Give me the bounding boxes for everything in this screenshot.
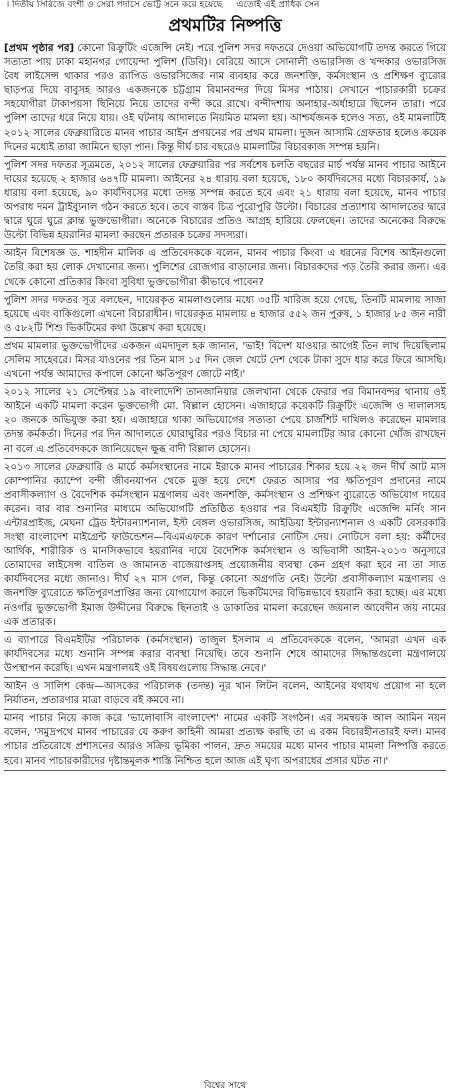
article-paragraph: ২০১৩ সালের ফেব্রুয়ারি ও মার্চে কর্মসংস্থানের নামে ইরাকে মানব পাচারের শিকার হয়ে ২২ জন দীর্ঘ আট মাস কোম্পানির ক্যাম্পে বন্দী জীবনযাপন থেকে মুক্ত হয়ে দেশে ফেরত আসার পর ক্ষতিপূরণ প্রদানের নামে প্রবাসীকল্যাণ ও বৈদেশিক কর্মসংস্থান মন্ত্রণালয় এবং জনশক্তি, কর্মসংস্থান ও প্রশিক্ষণ ব্যুরোতে অভিযোগ দায়ের করেন। বার বার শুনানির মাধ্যমে অভিযোগটি প্রতিষ্ঠিত হওয়ার পর বিএমইটি রিক্রুটিং এজেন্সি মর্নিং সান এন্টারপ্রাইজ, মেঘনা ট্রেড ইন্টারন্যাশনাল, ইস্ট বেঙ্গল ওভারসিজ, আইডিয়া ইন্টারন্যাশনাল ও একটি বেসরকারি সংস্থা বাংলাদেশ মাইগ্রেন্ট ফাউন্ডেশন—বিএমএফকে কারণ দর্শানোর নোটিস দেয়। নোটিসে বলা হয়: কর্মীদের আর্থিক, শারীরিক ও মানসিকভাবে হয়রানির দায়ে বৈদেশিক কর্মসংস্থান ও অভিবাসী আইন-২০১৩ অনুসারে তোমাদের লাইসেন্স বাতিল ও জামানত বাজেয়াপ্তসহ প্রয়োজনীয় ব্যবস্থা কেন গ্রহণ করা হবে না তা সাত কার্যদিবসের মধ্যে জানাও। দীর্ঘ ২৭ মাস গেল, কিন্তু কোনো অগ্রগতি নেই। উল্টো প্রবাসীকল্যাণ মন্ত্রণালয় ও জনশক্তি ব্যুরোতে ক্ষতিপূরণপ্রাপ্তির জন্য যোগাযোগ করলে ভিকটিমদের বিভিন্নভাবে হয়রানি করা হচ্ছে। এর মধ্যে নওগাঁর ভুক্তভোগী ইমাজ উদ্দীনের বিরুদ্ধে ছিনতাই ও ডাকাতির মামলা করেছেন জয়নাল আবেদীন জয় নামের এক প্রতারক। — [4, 461, 446, 632]
article-paragraph: পুলিশ সদর দফতর সূত্র বলছেন, দায়েরকৃত মামলাগুলোর মধ্যে ৩৫টি খারিজ হয়ে গেছে, তিনটি মামলায় সাজা হয়েছে এবং বাকিগুলো এখনো বিচারাধীন। দায়েরকৃত মামলায় ৪ হাজার ৫৫২ জন পুরুষ, ১ হাজার ৮৫ জন নারী ও ৫৮২টি শিশু ভিকটিমের কথা উল্লেখ করা হয়েছে। — [4, 294, 446, 338]
article-body — [4, 42, 446, 1078]
cut-off-top-line — [0, 0, 450, 12]
article-paragraph — [4, 42, 446, 157]
paragraph-text: কোনো রিক্রুটিং এজেন্সি নেই। পরে পুলিশ সদর দফতরে দেওয়া অভিযোগটি তদন্ত করতে গিয়ে সত্যতা পায় ঢাকা মহানগর গোয়েন্দা পুলিশ (ডিবি)। বেরিয়ে আসে সোনালী ওভারসিজ ও খন্দকার ওভারসিজ বৈধ লাইসেন্স থাকার পরও র‍্যাপিড ওভারসিজের নাম ব্যবহার করে জনশক্তি, কর্মসংস্থান ও প্রশিক্ষণ ব্যুরোর ছাড়পত্র দিয়ে বাবুসহ আরও একজনকে চট্টগ্রাম বিমানবন্দর দিয়ে মিসর পাঠায়। সেখানে পাচারকারী চক্রের সহযোগীরা টাকাপয়সা ছিনিয়ে নিয়ে তাদের বন্দী করে রাখে। বন্দীদশায় অনাহার-অর্ধাহারে ছিলেন তারা। পরে পুলিশ তাদের ধরে নিয়ে যায়। ওই ঘটনায় আদালতে নিয়মিত মামলা হয়। আশ্চর্যজনক হলেও সত্য, ওই মামলাটিই ২০১২ সালের ফেব্রুয়ারিতে মানব পাচার আইন প্রণয়নের পর প্রথম মামলা। দুজন আসামি গ্রেফতার হলেও কয়েক দিনের মধ্যেই তারা জামিনে ছাড়া পান। কিন্তু দীর্ঘ চার বছরেও মামলাটির বিচারকাজ সম্পন্ন হয়নি। — [4, 43, 446, 153]
article-paragraph: পুলিশ সদর দফতর সূত্রমতে, ২০১২ সালের ফেব্রুয়ারির পর সর্বশেষ চলতি বছরের মার্চ পর্যন্ত মানব পাচার আইনে দায়ের হয়েছে ২ হাজার ৬৪৭টি মামলা। আইনের ২৪ ধারায় বলা হয়েছে, ১৮০ কার্যদিবসের মধ্যে বিচারকার্য, ১৯ ধারায় বলা হয়েছে, ৯০ কার্যদিবসের মধ্যে তদন্ত সম্পন্ন করতে হবে এবং ২১ ধারায় বলা হয়েছে, মানব পাচার অপরাধ দমন ট্রাইব্যুনাল গঠন করতে হবে। তবে বাস্তব চিত্র পুরোপুরি উল্টো। বিচারের প্রত্যাশায় আদালতের দ্বারে দ্বারে ঘুরে ঘুরে ক্লান্ত ভুক্তভোগীরা। অনেকে বিচারের প্রতিও আগ্রহ হারিয়ে ফেলছেন। তাদের অনেকের বিরুদ্ধে উল্টো বিভিন্ন হয়রানির মামলা করছেন প্রতারক চক্রের সদস্যরা। — [4, 159, 446, 246]
article-paragraph: এ ব্যাপারে বিএমইটির পরিচালক (কর্মসংস্থান) তাজুল ইসলাম এ প্রতিবেদককে বলেন, 'আমরা এখন এক কার্যদিবসের মধ্যে শুনানি সম্পন্ন করার ব্যবস্থা নিয়েছি। তবে শুনানি শেষে আমাদের সিদ্ধান্তগুলো মন্ত্রণালয়ে উপস্থাপন করেছি। এখন মন্ত্রণালয়ই ওই বিষয়গুলোয় সিদ্ধান্ত নেবে।' — [4, 634, 446, 678]
top-left-text: । দিতীয় সিরিজে বংশী ও সেরা পদাসে ভোট্ট সনে করে হয়েছে — [6, 0, 223, 10]
cut-off-bottom-line: বিশ্বের সাথে — [203, 1081, 247, 1091]
continuation-label: [প্রথম পৃষ্ঠার পর] — [4, 43, 75, 54]
article-paragraph: আইন বিশেষজ্ঞ ড. শাহদীন মালিক এ প্রতিবেদককে বলেন, মানব পাচার কিংবা এ ধরনের বিশেষ আইনগুলো তৈরি করা হয় লোক দেখানোর জন্য। পুলিশের রোজগার বাড়ানোর জন্য। বিচারকদের পড় তৈরি করার জন্য। এর থেকে কোনো প্রতিকার কিংবা সুবিধা ভুক্তভোগীরা কীভাবে পাবেন? — [4, 247, 446, 291]
article-paragraph: ২০১২ সালের ২১ সেপ্টেম্বর ১৯ বাংলাদেশি তানজানিয়ার জেলখানা থেকে ফেরার পর বিমানবন্দর থানায় ওই আইনে একটি মামলা করেন ভুক্তভোগী মো. বিল্লাল হোসেন। এজাহারে কয়েকটি রিক্রুটিং এজেন্সি ও দালালসহ ২০ জনকে অভিযুক্ত করা হয়। এজাহারে থাকা অভিযোগের সত্যতা পেয়ে চার্জশিট দাখিলও করেছেন মামলার তদন্ত কর্মকর্তা। দিনের পর দিন আদালতে ঘোরাঘুরির পরও বিচার না পেয়ে মামলাটির আর কোনো খোঁজ রাখছেন না বলে এ প্রতিবেদককে জানিয়েছেন ক্ষুব্ধ বাদী বিল্লাল হোসেন। — [4, 386, 446, 458]
article-headline: প্রথমটির নিষ্পত্তি — [168, 16, 282, 36]
article-paragraph: আইন ও সালিশ কেন্দ্র—আসকের পরিচালক (তদন্ত) নূর খান লিটন বলেন, আইনের যথাযথ প্রয়োগ না হলে নির্যাতন, প্রতারণার মাত্রা বাড়বে বই কমবে না। — [4, 680, 446, 710]
article-paragraph: প্রথম মামলার ভুক্তভোগীদের একজন এমদাদুল হক জানান, 'ভাই! বিদেশ যাওয়ার আগেই তিন লাখ দিয়েছিলাম সেলিম সাহেবরে। মিসর যাওনের পর তিন মাস ১৫ দিন জেল খেটে দেশ থেকে টাকা সুদে ধার করে ফিরে আসছি। এখনো পর্যন্ত আমাদের কপালে কোনো ক্ষতিপূরণ জোটে নাই।' — [4, 340, 446, 384]
top-right-text: এতোই এই প্রাধিক সেন — [236, 0, 320, 10]
article-paragraph: মানব পাচার নিয়ে কাজ করে 'ভালোবাসি বাংলাদেশ' নামের একটি সংগঠন। এর সমন্বয়ক আল আমিন নয়ন বলেন, 'সমুদ্রপথে মানব পাচারের যে করুণ কাহিনী আমরা প্রত্যক্ষ করছি তা এ রকম বিচারহীনতারই ফল। মানব পাচার প্রতিরোধে প্রশাসনের আরও সক্রিয় ভূমিকা পালন, দ্রুত সময়ের মধ্যে মানব পাচার মামলা নিষ্পত্তি করতে হবে। মানব পাচারকারীদের দৃষ্টান্তমূলক শাস্তি নিশ্চিত হলে আজ এই ঘৃণ্য অপরাধের প্রসার ঘটত না।' — [4, 712, 446, 770]
